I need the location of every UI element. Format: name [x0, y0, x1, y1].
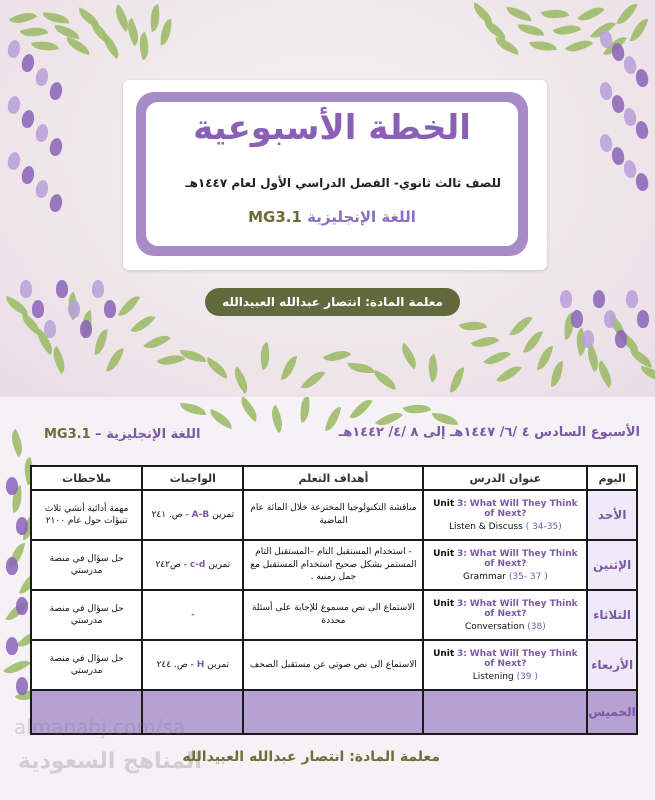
watermark-url: almanahj.com/sa: [14, 715, 186, 739]
unit-number: 3:: [457, 598, 467, 609]
lesson-cell: [423, 540, 587, 590]
wisteria-flower-decoration: [35, 67, 50, 87]
lesson-cell: [423, 590, 587, 640]
plan-subject-code: MG3.1: [44, 427, 91, 442]
leaf-decoration: [159, 19, 172, 46]
leaf-decoration: [541, 4, 569, 23]
header-homework: الواجبات: [142, 466, 243, 490]
homework-prefix: تمرين: [208, 560, 231, 570]
lesson-cell: [423, 640, 587, 690]
notes-cell: حل سؤال في منصة مدرستي: [31, 540, 142, 590]
homework-cell: [142, 540, 243, 590]
leaf-decoration: [20, 22, 49, 43]
subject-code: MG3.1: [248, 208, 302, 226]
wisteria-flower-decoration: [68, 300, 80, 318]
wisteria-flower-decoration: [20, 280, 32, 298]
leaf-decoration: [43, 11, 70, 24]
cover-page: [0, 0, 655, 397]
wisteria-flower-decoration: [623, 107, 638, 127]
table-row: [31, 640, 637, 690]
wisteria-flower-decoration: [571, 310, 583, 328]
goals-cell: الاستماع الى نص مسموع للإجابة على أسئلة محددة: [243, 590, 423, 640]
lesson-pages: ( 34-35): [525, 521, 562, 532]
lesson-section: Listen & Discuss: [448, 521, 523, 532]
wisteria-flower-decoration: [32, 300, 44, 318]
wisteria-flower-decoration: [635, 68, 650, 88]
leaf-decoration: [64, 37, 92, 55]
lesson-pages: (35- 37 ): [508, 571, 548, 582]
lesson-pages: (39 ): [516, 671, 538, 682]
leaf-decoration: [180, 403, 206, 415]
leaf-decoration: [403, 399, 432, 419]
unit-number: 3:: [457, 548, 467, 559]
wisteria-flower-decoration: [16, 517, 28, 535]
unit-topic: What Will They Think of Next?: [469, 598, 578, 619]
lesson-section: Conversation: [464, 621, 525, 632]
leaf-decoration: [106, 346, 124, 374]
unit-topic: What Will They Think of Next?: [469, 498, 578, 519]
lesson-section-line: [427, 622, 583, 632]
homework-code: A-B: [191, 510, 210, 520]
weekly-plan-table: [30, 465, 638, 735]
wisteria-flower-decoration: [6, 637, 18, 655]
leaf-decoration: [423, 354, 443, 383]
lesson-section: Grammar: [462, 571, 506, 582]
leaf-decoration: [551, 361, 563, 387]
wisteria-flower-decoration: [611, 94, 626, 114]
wisteria-flower-decoration: [21, 165, 36, 185]
wisteria-flower-decoration: [6, 477, 18, 495]
wisteria-flower-decoration: [7, 151, 22, 171]
unit-topic: What Will They Think of Next?: [469, 648, 578, 669]
wisteria-flower-decoration: [44, 320, 56, 338]
leaf-decoration: [5, 429, 28, 458]
day-cell: الثلاثاء: [587, 590, 637, 640]
leaf-decoration: [469, 2, 498, 25]
wisteria-flower-decoration: [7, 39, 22, 59]
day-cell: الأربعاء: [587, 640, 637, 690]
wisteria-flower-decoration: [49, 137, 64, 157]
leaf-decoration: [203, 357, 232, 379]
wisteria-flower-decoration: [6, 557, 18, 575]
leaf-decoration: [396, 343, 423, 370]
leaf-decoration: [450, 367, 464, 394]
wisteria-flower-decoration: [623, 159, 638, 179]
wisteria-flower-decoration: [637, 310, 649, 328]
homework-page: - ص. ٢٤٤: [156, 660, 194, 670]
leaf-decoration: [146, 4, 163, 32]
cover-subtitle: للصف ثالث ثانوي- الفصل الدراسي الأول لعام ١٤٤٧هـ: [185, 176, 501, 190]
wisteria-flower-decoration: [21, 53, 36, 73]
leaf-decoration: [130, 310, 155, 338]
unit-label: Unit: [433, 548, 455, 559]
unit-label: Unit: [433, 648, 455, 659]
wisteria-flower-decoration: [604, 310, 616, 328]
leaf-decoration: [31, 37, 59, 54]
leaf-decoration: [95, 329, 108, 355]
unit-number: 3:: [457, 498, 467, 509]
notes-cell: حل سؤال في منصة مدرستي: [31, 640, 142, 690]
table-row: [31, 540, 637, 590]
goals-cell: - استخدام المستقبل التام –المستقبل التام المستمر بشكل صحيح استخدام المستقبل مع جمل زمنيه .: [243, 540, 423, 590]
leaf-decoration: [265, 405, 288, 434]
wisteria-flower-decoration: [611, 146, 626, 166]
wisteria-flower-decoration: [35, 179, 50, 199]
wisteria-flower-decoration: [49, 81, 64, 101]
leaf-decoration: [9, 6, 38, 29]
goals-cell: الاستماع الى نص صوتي عن مستقبل الصحف: [243, 640, 423, 690]
week-heading: الأسبوع السادس ٤ /٦/ ١٤٤٧هـ إلى ٨ /٤/ ١٤٤٢هـ: [338, 425, 640, 440]
leaf-decoration: [616, 0, 638, 28]
cover-subject: [146, 208, 518, 226]
wisteria-flower-decoration: [16, 597, 28, 615]
empty-cell: [243, 690, 423, 734]
leaf-decoration: [371, 370, 400, 390]
wisteria-flower-decoration: [611, 42, 626, 62]
leaf-decoration: [459, 316, 488, 336]
lesson-pages: (38): [527, 621, 546, 632]
leaf-decoration: [118, 292, 140, 321]
wisteria-flower-decoration: [35, 123, 50, 143]
unit-topic: What Will They Think of Next?: [469, 548, 578, 569]
day-cell: الإثنين: [587, 540, 637, 590]
lesson-cell: [423, 490, 587, 540]
unit-label: Unit: [433, 498, 455, 509]
header-notes: ملاحظات: [31, 466, 142, 490]
homework-prefix: تمرين: [212, 510, 235, 520]
wisteria-flower-decoration: [92, 280, 104, 298]
homework-page: - ص. ٢٤١: [151, 510, 189, 520]
lesson-section-line: [427, 672, 583, 682]
wisteria-flower-decoration: [21, 109, 36, 129]
wisteria-flower-decoration: [7, 95, 22, 115]
wisteria-flower-decoration: [626, 290, 638, 308]
wisteria-flower-decoration: [104, 300, 116, 318]
homework-code: c-d: [189, 560, 206, 570]
wisteria-flower-decoration: [635, 172, 650, 192]
wisteria-flower-decoration: [80, 320, 92, 338]
leaf-decoration: [483, 345, 511, 371]
goals-cell: مناقشة التكنولوجيا المخترعة خلال المائة عام الماضية: [243, 490, 423, 540]
table-header-row: [31, 466, 637, 490]
leaf-decoration: [577, 1, 604, 27]
wisteria-flower-decoration: [56, 280, 68, 298]
leaf-decoration: [505, 7, 532, 22]
wisteria-flower-decoration: [599, 133, 614, 153]
lesson-section-line: [427, 572, 583, 582]
wisteria-flower-decoration: [49, 193, 64, 213]
homework-cell: [142, 490, 243, 540]
notes-cell: حل سؤال في منصة مدرستي: [31, 590, 142, 640]
leaf-decoration: [143, 329, 171, 355]
leaf-decoration: [529, 38, 557, 54]
leaf-decoration: [3, 654, 31, 680]
leaf-decoration: [493, 37, 521, 55]
wisteria-flower-decoration: [599, 81, 614, 101]
leaf-decoration: [639, 366, 655, 382]
header-day: اليوم: [587, 466, 637, 490]
homework-code: H: [196, 660, 205, 670]
homework-page: -: [191, 610, 195, 620]
leaf-decoration: [509, 312, 532, 341]
unit-number: 3:: [457, 648, 467, 659]
empty-cell: [423, 690, 587, 734]
table-row: [31, 590, 637, 640]
wisteria-flower-decoration: [593, 290, 605, 308]
homework-page: - ص٢٤٢: [155, 560, 187, 570]
leaf-decoration: [301, 366, 326, 394]
teacher-name-badge: معلمة المادة: انتصار عبدالله العبيدالله: [205, 288, 460, 316]
day-cell: الأحد: [587, 490, 637, 540]
leaf-decoration: [496, 360, 522, 388]
leaf-decoration: [348, 361, 375, 375]
leaf-decoration: [565, 34, 593, 58]
lesson-section-line: [427, 522, 583, 532]
header-lesson: عنوان الدرس: [423, 466, 587, 490]
homework-cell: [142, 590, 243, 640]
leaf-decoration: [297, 397, 313, 423]
leaf-decoration: [3, 296, 32, 316]
leaf-decoration: [349, 397, 372, 423]
leaf-decoration: [256, 342, 274, 370]
leaf-decoration: [180, 350, 206, 362]
homework-cell: [142, 640, 243, 690]
leaf-decoration: [537, 344, 553, 372]
plan-subject-name: اللغة الإنجليزية –: [95, 427, 201, 442]
wisteria-flower-decoration: [615, 330, 627, 348]
notes-cell: مهمة أدائية أنشي ثلاث تنبؤات حول عام ٢١٠٠: [31, 490, 142, 540]
table-row: [31, 490, 637, 540]
weekly-plan-page: [0, 397, 655, 800]
homework-prefix: تمرين: [207, 660, 230, 670]
watermark-logo: المناهج السعودية: [18, 749, 202, 774]
leaf-decoration: [553, 19, 582, 41]
lesson-section: Listening: [472, 671, 514, 682]
leaf-decoration: [432, 413, 458, 425]
wisteria-flower-decoration: [623, 55, 638, 75]
leaf-decoration: [471, 330, 500, 353]
leaf-decoration: [228, 366, 254, 394]
plan-teacher-name: معلمة المادة: انتصار عبدالله العبيدالله: [182, 749, 440, 765]
leaf-decoration: [518, 24, 544, 37]
wisteria-flower-decoration: [560, 290, 572, 308]
leaf-decoration: [630, 16, 649, 44]
header-goals: أهداف التعلم: [243, 466, 423, 490]
unit-label: Unit: [433, 598, 455, 609]
subject-name: اللغة الإنجليزية: [307, 208, 416, 226]
leaf-decoration: [281, 354, 297, 382]
leaf-decoration: [523, 328, 543, 357]
page-title: الخطة الأسبوعية: [193, 108, 471, 148]
day-cell: الخميس: [587, 690, 637, 734]
wisteria-flower-decoration: [582, 330, 594, 348]
leaf-decoration: [235, 397, 263, 422]
plan-subject: [44, 427, 234, 442]
wisteria-flower-decoration: [635, 120, 650, 140]
wisteria-flower-decoration: [16, 677, 28, 695]
